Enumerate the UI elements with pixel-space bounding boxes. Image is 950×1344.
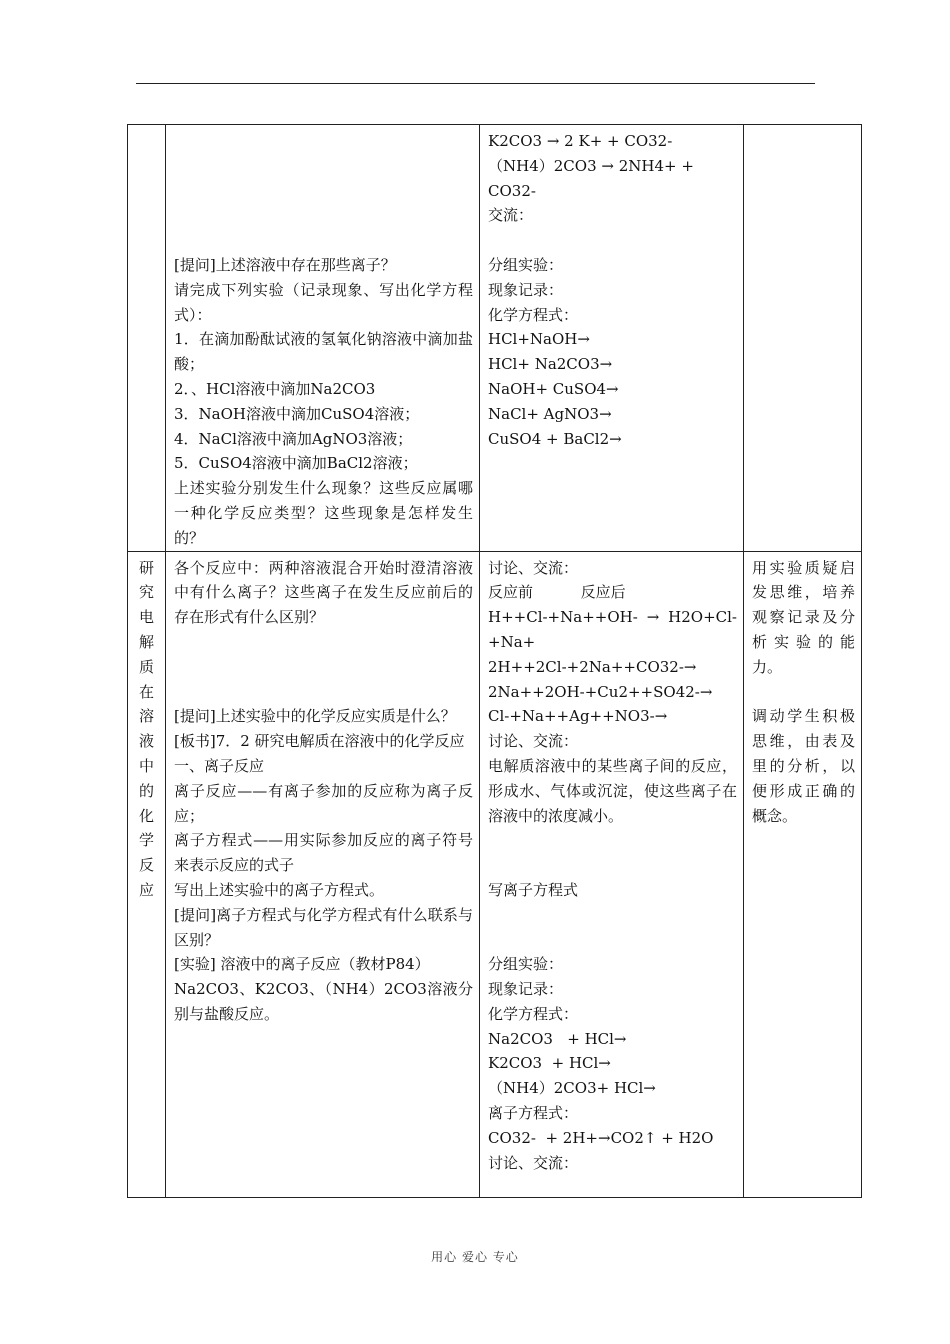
section-cell-empty — [128, 125, 166, 552]
text-line: [板书]7．2 研究电解质在溶液中的化学反应 — [174, 732, 465, 751]
text-line: Na2CO3、K2CO3、（NH4）2CO3溶液分别与盐酸反应。 — [174, 980, 473, 1023]
text-line: 反应前 反应后 — [488, 583, 626, 602]
text-line: 2．、HCl溶液中滴加Na2CO3 — [174, 379, 376, 398]
text-line: 电解质溶液中的某些离子间的反应，形成水、气体或沉淀，使这些离子在溶液中的浓度减小。 — [488, 756, 737, 825]
text-line — [174, 129, 473, 154]
text-line — [174, 154, 473, 179]
text-line: （NH4）2CO3 → 2NH4+ + CO32- — [488, 156, 694, 200]
text-line: H++Cl-+Na++OH- → H2O+Cl-+Na+ — [488, 608, 737, 651]
text-line: 分组实验： — [488, 955, 564, 974]
text-line — [174, 228, 473, 253]
text-line: 各个反应中：两种溶液混合开始时澄清溶液中有什么离子？这些离子在发生反应前后的存在形式有什么区别？ — [174, 558, 473, 627]
text-line: 交流： — [488, 206, 534, 225]
text-line: CO32- + 2H+→CO2↑ + H2O — [488, 1128, 714, 1147]
text-line: [提问]上述溶液中存在那些离子？ — [174, 255, 396, 274]
text-line: 写出上述实验中的离子方程式。 — [174, 880, 385, 899]
text-line: 讨论、交流： — [488, 732, 579, 751]
design-intent-cell-empty — [744, 125, 862, 552]
page-footer: 用心 爱心 专心 — [431, 1250, 519, 1264]
text-line: 1．在滴加酚酞试液的氢氧化钠溶液中滴加盐酸； — [174, 330, 473, 374]
text-line — [174, 203, 473, 228]
text-line: 讨论、交流： — [488, 558, 579, 577]
text-line: 现象记录： — [488, 980, 564, 999]
text-line — [488, 853, 737, 878]
text-line: 现象记录： — [488, 280, 564, 299]
text-line: K2CO3 + HCl→ — [488, 1054, 611, 1073]
header-rule — [136, 83, 815, 84]
text-line: 化学方程式： — [488, 1004, 579, 1023]
text-line: 离子方程式——用实际参加反应的离子符号来表示反应的式子 — [174, 831, 473, 875]
lesson-plan-table — [127, 124, 862, 1198]
text-line: 5．CuSO4溶液中滴加BaCl2溶液； — [174, 454, 418, 473]
text-line: NaOH+ CuSO4→ — [488, 379, 619, 398]
text-line — [174, 179, 473, 204]
text-line — [174, 630, 473, 655]
section-title: 研究电解质在溶液中的化学反应 — [138, 558, 154, 899]
text-line: 2Na++2OH-+Cu2++SO42-→ — [488, 682, 713, 701]
text-line: 离子方程式： — [488, 1104, 579, 1123]
text-line — [752, 680, 855, 705]
section-cell — [128, 551, 166, 1197]
table-row — [128, 551, 862, 1197]
text-line: 离子反应——有离子参加的反应称为离子反应； — [174, 781, 473, 825]
text-line — [488, 928, 737, 953]
text-line: CuSO4 + BaCl2→ — [488, 429, 622, 448]
text-line: 用实验质疑启发思维，培养观察记录及分析实验的能力。 — [752, 558, 855, 676]
text-line: 调动学生积极思维，由表及里的分析，以便形成正确的概念。 — [752, 707, 855, 825]
student-activity-cell — [480, 551, 744, 1197]
text-line: Cl-+Na++Ag++NO3-→ — [488, 707, 668, 726]
text-line — [488, 228, 737, 253]
design-intent-cell — [744, 551, 862, 1197]
text-line: [提问]上述实验中的化学反应实质是什么？ — [174, 707, 456, 726]
text-line: 分组实验： — [488, 255, 564, 274]
teacher-activity-cell — [166, 125, 480, 552]
text-line: 上述实验分别发生什么现象？这些反应属哪一种化学反应类型？这些现象是怎样发生的？ — [174, 479, 473, 547]
text-line — [488, 903, 737, 928]
text-line: NaCl+ AgNO3→ — [488, 404, 612, 423]
text-line — [174, 655, 473, 680]
teacher-activity-cell — [166, 551, 480, 1197]
text-line: [实验] 溶液中的离子反应（教材P84） — [174, 955, 430, 974]
text-line: Na2CO3 + HCl→ — [488, 1029, 627, 1048]
text-line: HCl+NaOH→ — [488, 330, 590, 349]
text-line: 请完成下列实验（记录现象、写出化学方程式）： — [174, 280, 473, 324]
text-line: 写离子方程式 — [488, 880, 579, 899]
text-line: （NH4）2CO3+ HCl→ — [488, 1079, 656, 1098]
text-line: 3．NaOH溶液中滴加CuSO4溶液； — [174, 404, 420, 423]
text-line: [提问]离子方程式与化学方程式有什么联系与区别？ — [174, 905, 473, 949]
text-line — [488, 828, 737, 853]
student-activity-cell — [480, 125, 744, 552]
table-row — [128, 125, 862, 552]
text-line: 一、离子反应 — [174, 756, 265, 775]
text-line: 化学方程式： — [488, 305, 579, 324]
text-line: HCl+ Na2CO3→ — [488, 355, 613, 374]
text-line — [174, 680, 473, 705]
text-line: 2H++2Cl-+2Na++CO32-→ — [488, 657, 697, 676]
text-line: K2CO3 → 2 K+ + CO32- — [488, 132, 673, 150]
text-line: 4．NaCl溶液中滴加AgNO3溶液； — [174, 429, 413, 448]
text-line: 讨论、交流： — [488, 1153, 579, 1172]
